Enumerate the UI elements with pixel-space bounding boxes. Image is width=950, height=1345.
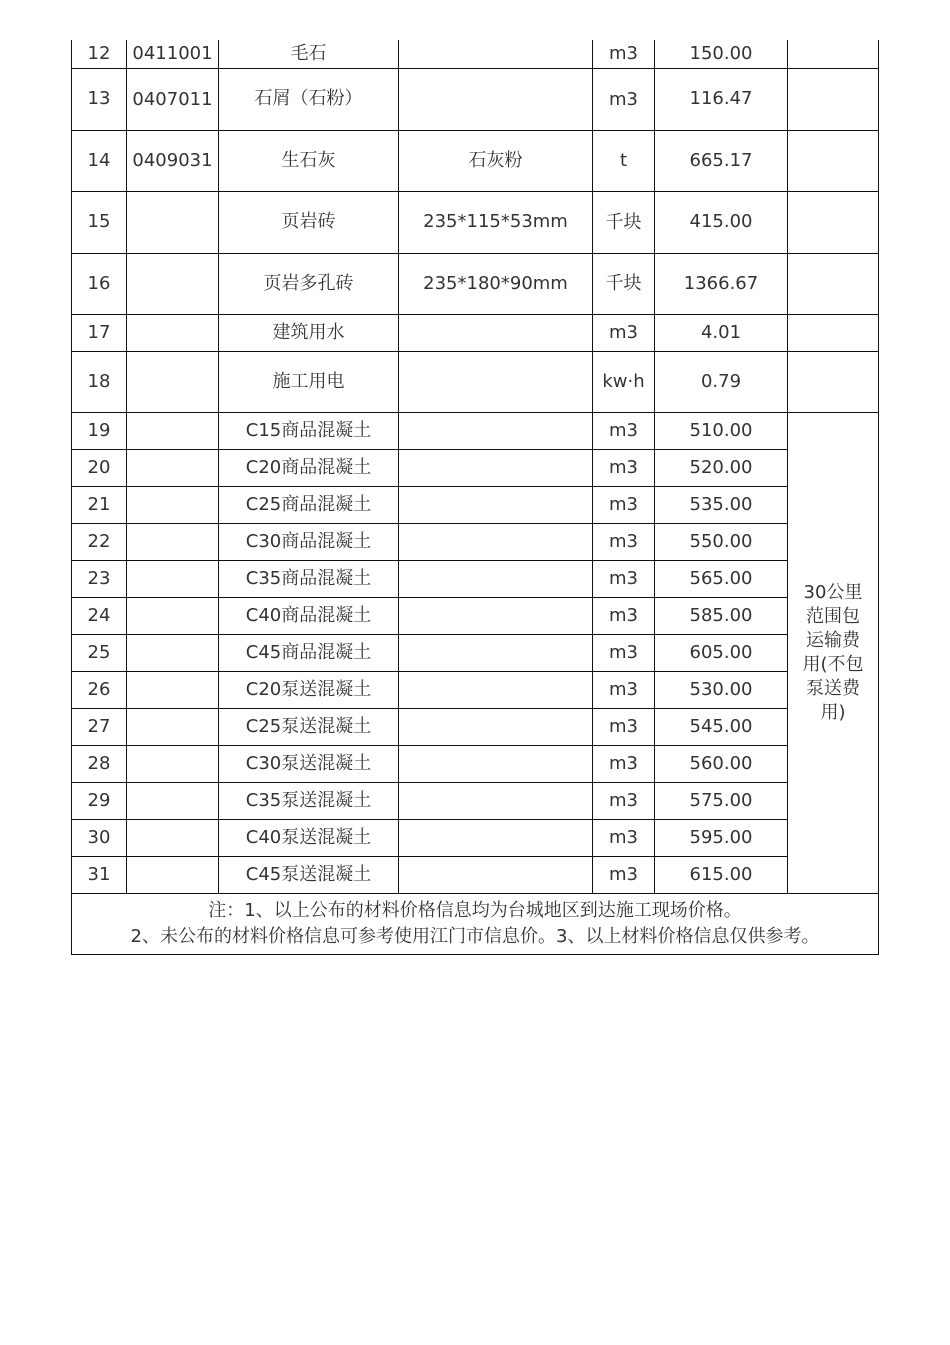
material-spec-cell <box>399 523 593 560</box>
material-name-cell: C20商品混凝土 <box>219 449 399 486</box>
price-cell: 415.00 <box>655 191 788 253</box>
unit-cell: m3 <box>593 856 655 893</box>
material-spec-cell <box>399 314 593 351</box>
table-row <box>72 351 879 412</box>
material-spec-cell: 石灰粉 <box>399 130 593 191</box>
note-row <box>72 893 879 954</box>
row-number-cell: 25 <box>72 634 127 671</box>
remark-cell <box>788 191 879 253</box>
unit-cell: m3 <box>593 708 655 745</box>
table-row <box>72 191 879 253</box>
unit-cell: m3 <box>593 486 655 523</box>
material-code-cell <box>127 351 219 412</box>
table-row <box>72 486 879 523</box>
material-code-cell: 0411001 <box>127 40 219 68</box>
material-name-cell: 施工用电 <box>219 351 399 412</box>
unit-cell: m3 <box>593 782 655 819</box>
row-number-cell: 30 <box>72 819 127 856</box>
row-number-cell: 16 <box>72 253 127 314</box>
row-number-cell: 26 <box>72 671 127 708</box>
price-cell: 535.00 <box>655 486 788 523</box>
concrete-remark-cell: 30公里范围包运输费用(不包泵送费用) <box>788 412 879 893</box>
row-number-cell: 15 <box>72 191 127 253</box>
material-spec-cell <box>399 560 593 597</box>
table-row <box>72 597 879 634</box>
table-row <box>72 634 879 671</box>
material-name-cell: C40泵送混凝土 <box>219 819 399 856</box>
material-name-cell: C35泵送混凝土 <box>219 782 399 819</box>
material-code-cell: 0409031 <box>127 130 219 191</box>
remark-cell <box>788 253 879 314</box>
material-code-cell <box>127 191 219 253</box>
table-row <box>72 40 879 68</box>
row-number-cell: 22 <box>72 523 127 560</box>
material-name-cell: 页岩多孔砖 <box>219 253 399 314</box>
unit-cell: m3 <box>593 412 655 449</box>
table-row <box>72 745 879 782</box>
material-spec-cell: 235*115*53mm <box>399 191 593 253</box>
material-name-cell: 毛石 <box>219 40 399 68</box>
material-spec-cell <box>399 40 593 68</box>
material-spec-cell <box>399 634 593 671</box>
material-name-cell: C45泵送混凝土 <box>219 856 399 893</box>
price-cell: 550.00 <box>655 523 788 560</box>
material-spec-cell <box>399 856 593 893</box>
row-number-cell: 31 <box>72 856 127 893</box>
remark-cell <box>788 40 879 68</box>
price-cell: 545.00 <box>655 708 788 745</box>
unit-cell: m3 <box>593 560 655 597</box>
material-name-cell: C30泵送混凝土 <box>219 745 399 782</box>
material-code-cell <box>127 819 219 856</box>
row-number-cell: 19 <box>72 412 127 449</box>
row-number-cell: 12 <box>72 40 127 68</box>
material-code-cell <box>127 708 219 745</box>
price-cell: 565.00 <box>655 560 788 597</box>
material-code-cell <box>127 671 219 708</box>
material-spec-cell <box>399 671 593 708</box>
table-row <box>72 856 879 893</box>
material-name-cell: 生石灰 <box>219 130 399 191</box>
material-code-cell: 0407011 <box>127 68 219 130</box>
row-number-cell: 14 <box>72 130 127 191</box>
table-row <box>72 708 879 745</box>
material-spec-cell <box>399 486 593 523</box>
table-row <box>72 819 879 856</box>
material-code-cell <box>127 314 219 351</box>
remark-cell <box>788 68 879 130</box>
unit-cell: m3 <box>593 634 655 671</box>
material-spec-cell <box>399 597 593 634</box>
unit-cell: m3 <box>593 68 655 130</box>
material-code-cell <box>127 486 219 523</box>
table-row <box>72 782 879 819</box>
price-cell: 0.79 <box>655 351 788 412</box>
unit-cell: m3 <box>593 745 655 782</box>
table-row <box>72 253 879 314</box>
material-code-cell <box>127 253 219 314</box>
material-name-cell: C35商品混凝土 <box>219 560 399 597</box>
material-spec-cell <box>399 449 593 486</box>
table-row <box>72 68 879 130</box>
material-spec-cell <box>399 745 593 782</box>
remark-cell <box>788 351 879 412</box>
unit-cell: m3 <box>593 449 655 486</box>
row-number-cell: 17 <box>72 314 127 351</box>
material-spec-cell <box>399 351 593 412</box>
unit-cell: m3 <box>593 523 655 560</box>
material-spec-cell: 235*180*90mm <box>399 253 593 314</box>
note-line-1: 注：1、以上公布的材料价格信息均为台城地区到达施工现场价格。 <box>208 899 742 921</box>
unit-cell: 千块 <box>593 253 655 314</box>
row-number-cell: 29 <box>72 782 127 819</box>
table-row <box>72 412 879 449</box>
price-table <box>71 40 879 955</box>
note-cell <box>72 893 879 954</box>
unit-cell: m3 <box>593 671 655 708</box>
unit-cell: kw·h <box>593 351 655 412</box>
material-spec-cell <box>399 68 593 130</box>
row-number-cell: 28 <box>72 745 127 782</box>
material-spec-cell <box>399 819 593 856</box>
material-name-cell: C40商品混凝土 <box>219 597 399 634</box>
price-cell: 575.00 <box>655 782 788 819</box>
price-cell: 595.00 <box>655 819 788 856</box>
table-row <box>72 314 879 351</box>
unit-cell: 千块 <box>593 191 655 253</box>
material-code-cell <box>127 412 219 449</box>
unit-cell: m3 <box>593 314 655 351</box>
material-code-cell <box>127 523 219 560</box>
unit-cell: m3 <box>593 40 655 68</box>
price-cell: 560.00 <box>655 745 788 782</box>
row-number-cell: 27 <box>72 708 127 745</box>
remark-cell <box>788 130 879 191</box>
unit-cell: t <box>593 130 655 191</box>
material-name-cell: 建筑用水 <box>219 314 399 351</box>
price-cell: 4.01 <box>655 314 788 351</box>
table-row <box>72 130 879 191</box>
price-cell: 510.00 <box>655 412 788 449</box>
material-name-cell: C45商品混凝土 <box>219 634 399 671</box>
price-cell: 665.17 <box>655 130 788 191</box>
material-spec-cell <box>399 782 593 819</box>
unit-cell: m3 <box>593 597 655 634</box>
price-cell: 615.00 <box>655 856 788 893</box>
row-number-cell: 23 <box>72 560 127 597</box>
unit-cell: m3 <box>593 819 655 856</box>
price-cell: 1366.67 <box>655 253 788 314</box>
price-cell: 530.00 <box>655 671 788 708</box>
table-row <box>72 449 879 486</box>
material-spec-cell <box>399 708 593 745</box>
row-number-cell: 13 <box>72 68 127 130</box>
row-number-cell: 20 <box>72 449 127 486</box>
material-name-cell: C15商品混凝土 <box>219 412 399 449</box>
material-name-cell: 页岩砖 <box>219 191 399 253</box>
material-name-cell: C25泵送混凝土 <box>219 708 399 745</box>
price-cell: 585.00 <box>655 597 788 634</box>
row-number-cell: 21 <box>72 486 127 523</box>
table-row <box>72 560 879 597</box>
material-code-cell <box>127 449 219 486</box>
row-number-cell: 24 <box>72 597 127 634</box>
material-code-cell <box>127 634 219 671</box>
material-code-cell <box>127 745 219 782</box>
row-number-cell: 18 <box>72 351 127 412</box>
material-code-cell <box>127 856 219 893</box>
material-name-cell: C20泵送混凝土 <box>219 671 399 708</box>
material-name-cell: C30商品混凝土 <box>219 523 399 560</box>
material-code-cell <box>127 782 219 819</box>
price-cell: 520.00 <box>655 449 788 486</box>
price-cell: 605.00 <box>655 634 788 671</box>
remark-cell <box>788 314 879 351</box>
table-row <box>72 671 879 708</box>
price-cell: 150.00 <box>655 40 788 68</box>
material-code-cell <box>127 560 219 597</box>
note-line-2: 2、未公布的材料价格信息可参考使用江门市信息价。3、以上材料价格信息仅供参考。 <box>130 925 820 947</box>
material-spec-cell <box>399 412 593 449</box>
material-code-cell <box>127 597 219 634</box>
material-name-cell: 石屑（石粉） <box>219 68 399 130</box>
material-name-cell: C25商品混凝土 <box>219 486 399 523</box>
table-row <box>72 523 879 560</box>
price-cell: 116.47 <box>655 68 788 130</box>
